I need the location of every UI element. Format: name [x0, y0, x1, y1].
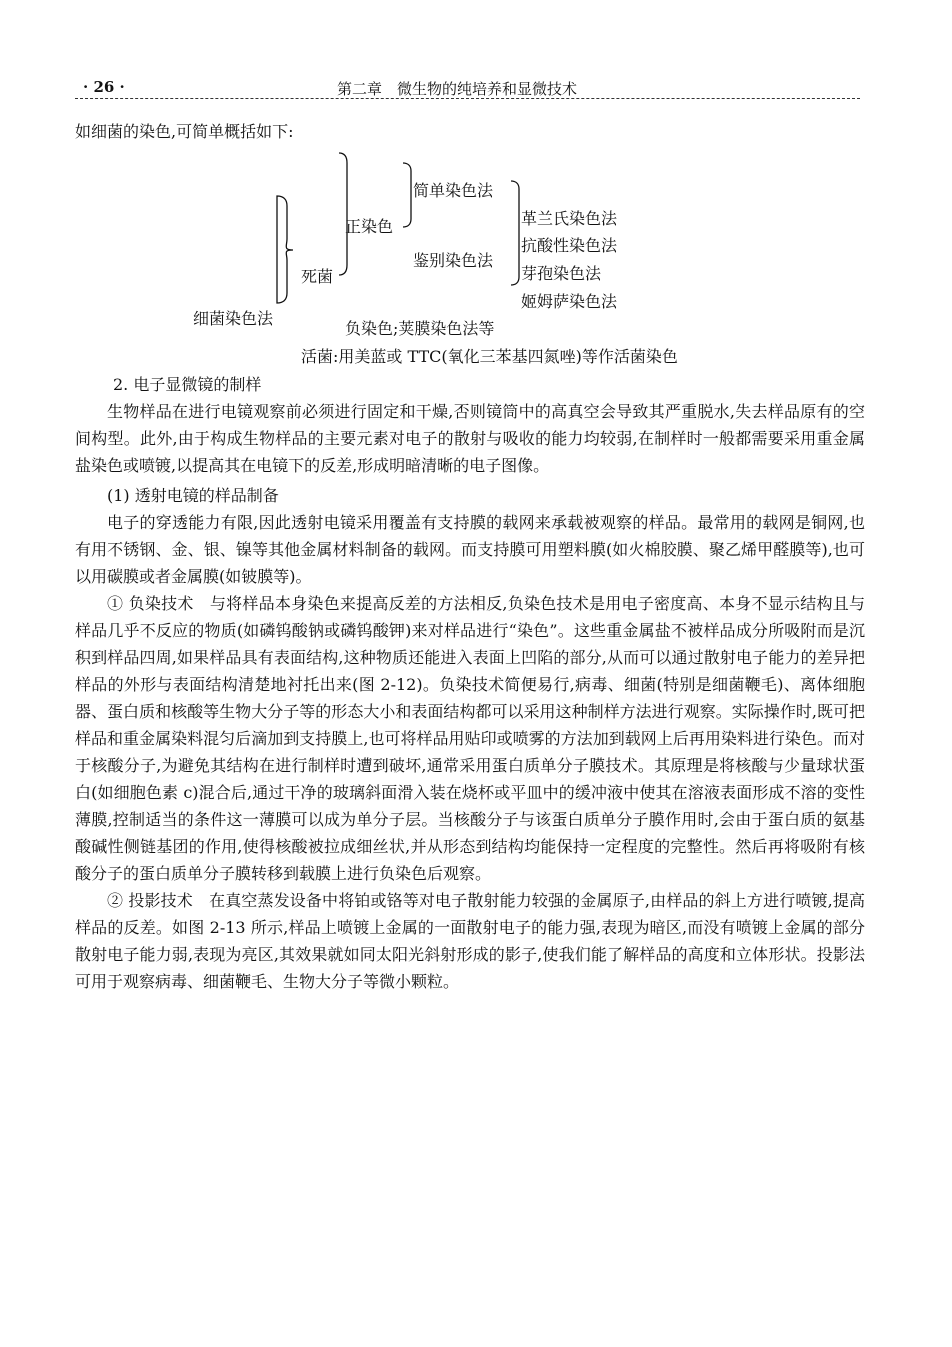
tree-positive: 正染色 — [345, 217, 394, 236]
tree-live: 活菌:用美蓝或 TTC(氧化三苯基四氮唑)等作活菌染色 — [301, 347, 678, 366]
section-2-heading: 2. 电子显微镜的制样 — [113, 375, 262, 394]
tree-dead: 死菌 — [301, 267, 334, 286]
shadowing-paragraph: ② 投影技术 在真空蒸发设备中将铂或铬等对电子散射能力较强的金属原子,由样品的斜上方进行喷镀,提高样品的反差。如图 2-13 所示,样品上喷镀上金属的一面散射电子的能力强,表现为暗区,而没有喷镀上金属的部分散射电子能力弱,表现为亮区,其效果就如同太阳光斜射形成的影子,使我们能了解样品的高度和立体形状。投影法可用于观察病毒、细菌鞭毛、生物大分子等微小颗粒。 — [75, 891, 865, 991]
section-2-paragraph: 生物样品在进行电镜观察前必须进行固定和干燥,否则镜筒中的高真空会导致其严重脱水,失去样品原有的空间构型。此外,由于构成生物样品的主要元素对电子的散射与吸收的能力均较弱,在制样时一般都需要采用重金属盐染色或喷镀,以提高其在电镜下的反差,形成明暗清晰的电子图像。 — [75, 402, 865, 475]
intro-text: 如细菌的染色,可简单概括如下: — [75, 122, 294, 141]
tree-differential: 鉴别染色法 — [413, 251, 494, 270]
brace-root — [277, 196, 293, 303]
brace-dead — [339, 153, 347, 275]
tree-acid-fast: 抗酸性染色法 — [521, 236, 618, 255]
staining-classification-tree — [75, 149, 865, 366]
tree-negative: 负染色;荚膜染色法等 — [345, 319, 495, 338]
tree-gram: 革兰氏染色法 — [521, 209, 618, 228]
page-body — [75, 118, 865, 995]
subsection-1-paragraph: 电子的穿透能力有限,因此透射电镜采用覆盖有支持膜的载网来承载被观察的样品。最常用的载网是铜网,也有用不锈钢、金、银、镍等其他金属材料制备的载网。而支持膜可用塑料膜(如火棉胶膜、聚乙烯甲醛膜等),也可以用碳膜或者金属膜(如铍膜等)。 — [75, 513, 865, 586]
tree-spore: 芽孢染色法 — [521, 264, 602, 283]
page-header — [75, 74, 860, 99]
tree-root: 细菌染色法 — [193, 309, 274, 328]
negative-staining-paragraph: ① 负染技术 与将样品本身染色来提高反差的方法相反,负染色技术是用电子密度高、本身不显示结构且与样品几乎不反应的物质(如磷钨酸钠或磷钨酸钾)来对样品进行“染色”。这些重金属盐不被样品成分所吸附而是沉积到样品四周,如果样品具有表面结构,这种物质还能进入表面上凹陷的部分,从而可以通过散射电子能力的差异把样品的外形与表面结构清楚地衬托出来(图 2-12)。负染技术简便易行,病毒、细菌(特别是细菌鞭毛)、离体细胞器、蛋白质和核酸等生物大分子等的形态大小和表面结构都可以采用这种制样方法进行观察。实际操作时,既可把样品和重金属染料混匀后滴加到支持膜上,也可将样品用贴印或喷雾的方法加到载网上后再用染料进行染色。而对于核酸分子,为避免其结构在进行制样时遭到破坏,通常采用蛋白质单分子膜技术。其原理是将核酸与少量球状蛋白(如细胞色素 c)混合后,通过干净的玻璃斜面滑入装在烧杯或平皿中的缓冲液中使其在溶液表面形成不溶的变性薄膜,控制适当的条件这一薄膜可以成为单分子层。当核酸分子与该蛋白质单分子膜作用时,会由于蛋白质的氨基酸碱性侧链基团的作用,使得核酸被拉成细丝状,并从形态到结构均能保持一定程度的完整性。然后再将吸附有核酸分子的蛋白质单分子膜转移到载膜上进行负染色后观察。 — [75, 594, 865, 883]
brace-differential — [511, 181, 519, 285]
tree-simple: 简单染色法 — [413, 181, 494, 200]
page-number: · 26 · — [83, 78, 125, 96]
brace-positive — [403, 163, 411, 227]
tree-giemsa: 姬姆萨染色法 — [521, 292, 618, 311]
running-head: 第二章 微生物的纯培养和显微技术 — [337, 80, 578, 98]
subsection-1-heading: (1) 透射电镜的样品制备 — [107, 486, 279, 505]
